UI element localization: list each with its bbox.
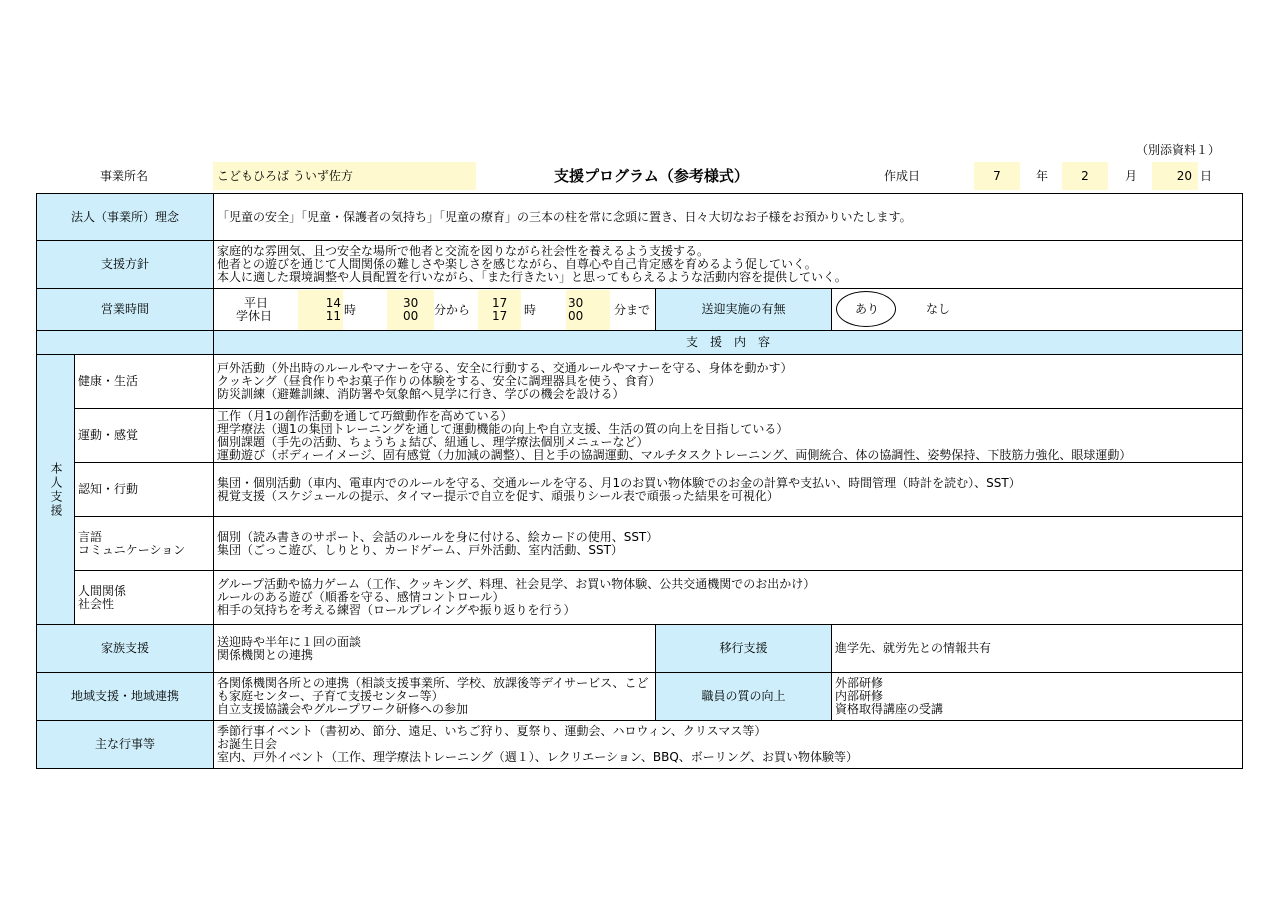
- end-min-holiday: 00: [568, 308, 584, 323]
- self-support-row-health: [37, 355, 1243, 409]
- content-line: 自立支援協議会やグループワーク研修への参加: [217, 702, 469, 716]
- community-label: 地域支援・地域連携: [37, 673, 214, 721]
- transition-support-label: 移行支援: [656, 625, 832, 673]
- content-line: 防災訓練（避難訓練、消防署や気象館へ見学に行き、学びの機会を設ける）: [217, 387, 625, 401]
- self-support-row-cognition: [37, 463, 1243, 517]
- office-label: 事業所名: [100, 169, 149, 183]
- start-hour-weekday: 14: [325, 295, 342, 310]
- year-unit: 年: [1036, 169, 1049, 183]
- content-line: 工作（月1の創作活動を通して巧緻動作を高めている）: [217, 408, 513, 423]
- policy-line: 家庭的な雰囲気、且つ安全な場所で他者と交流を図りながら社会性を養えるよう支援する。: [217, 244, 710, 258]
- self-support-label: [37, 355, 75, 625]
- transport-yes-option[interactable]: あり: [855, 301, 880, 316]
- created-month-field[interactable]: 2: [1062, 162, 1108, 190]
- label-line: 言語: [78, 529, 103, 544]
- created-date-label: 作成日: [884, 169, 921, 183]
- policy-text: [214, 241, 1243, 289]
- content-line: 外部研修: [835, 676, 884, 690]
- hours-row: [37, 289, 1243, 331]
- philosophy-text: 「児童の安全」「児童・保護者の気持ち」「児童の療育」の三本の柱を常に念頭に置き、日々大切なお子様をお預かりいたします。: [214, 194, 1243, 241]
- content-line: 運動遊び（ボディーイメージ、固有感覚（力加減の調整）、目と手の協調運動、マルチタスクトレーニング、両側統合、体の協調性、姿勢保持、下肢筋力強化、眼球運動）: [217, 447, 1132, 462]
- label-line: 社会性: [78, 596, 115, 611]
- day-unit: 日: [1200, 169, 1213, 183]
- support-header-row: [37, 331, 1243, 355]
- holiday-label: 学休日: [236, 308, 273, 323]
- annex-label: （別添資料１）: [1136, 143, 1221, 157]
- cognition-behavior-label: 認知・行動: [75, 463, 214, 517]
- content-line: 視覚支援（スケジュールの提示、タイマー提示で自立を促す、頑張りシール表で頑張った結果を可視化）: [217, 488, 779, 503]
- end-hour-holiday: 17: [492, 308, 508, 323]
- label-line: コミュニケーション: [78, 542, 186, 557]
- content-line: 各関係機関各所との連携（相談支援事業所、学校、放課後等デイサービス、こども家庭センター、子育て支援センター等）: [217, 676, 649, 703]
- motor-sensory-text: [214, 409, 1243, 463]
- policy-row: [37, 241, 1243, 289]
- self-support-row-language: [37, 517, 1243, 571]
- philosophy-label: 法人（事業所）理念: [37, 194, 214, 241]
- weekday-label: 平日: [244, 295, 269, 310]
- created-day-field[interactable]: 20: [1152, 162, 1198, 190]
- end-min-weekday: 30: [568, 295, 584, 310]
- content-line: 内部研修: [835, 689, 884, 703]
- content-line: クッキング（昼食作りやお菓子作りの体験をする、安全に調理器具を使う、食育）: [217, 374, 661, 388]
- support-header: 支 援 内 容: [214, 331, 1243, 355]
- hours-label: 営業時間: [37, 289, 214, 331]
- content-line: 室内、戸外イベント（工作、理学療法トレーニング（週１）、レクリエーション、BBQ、ボーリング、お買い物体験等）: [217, 750, 859, 764]
- content-line: 集団・個別活動（車内、電車内でのルールを守る、交通ルールを守る、月1のお買い物体験でのお金の計算や支払い、時間管理（時計を読む）、SST）: [217, 475, 1021, 490]
- content-line: ルールのある遊び（順番を守る、感情コントロール）: [217, 590, 505, 604]
- content-line: お誕生日会: [217, 737, 278, 751]
- content-line: 集団（ごっこ遊び、しりとり、カードゲーム、戸外活動、室内活動、SST）: [217, 542, 623, 557]
- office-name-field[interactable]: こどもひろば ういず佐方: [213, 162, 476, 190]
- community-row: [37, 673, 1243, 721]
- document-title: 支援プログラム（参考様式）: [554, 167, 749, 185]
- from-label: 分から: [434, 302, 471, 317]
- content-line: グループ活動や協力ゲーム（工作、クッキング、料理、社会見学、お買い物体験、公共交通機関でのお出かけ）: [217, 577, 816, 591]
- content-line: 理学療法（週1の集団トレーニングを通して運動機能の向上や自立支援、生活の質の向上を目指している）: [217, 421, 789, 436]
- motor-sensory-label: 運動・感覚: [75, 409, 214, 463]
- end-hour-weekday: 17: [492, 295, 508, 310]
- relationships-social-text: [214, 571, 1243, 625]
- events-text: [214, 721, 1243, 769]
- content-line: 相手の気持ちを考える練習（ロールプレイングや振り返りを行う）: [217, 603, 576, 617]
- policy-label: 支援方針: [37, 241, 214, 289]
- policy-line: 本人に適した環境調整や人員配置を行いながら、「また行きたい」と思ってもらえるような活動内容を提供していく。: [217, 270, 847, 284]
- transition-support-text: 進学先、就労先との情報共有: [832, 625, 1243, 673]
- end-minute-field[interactable]: [566, 290, 610, 330]
- events-label: 主な行事等: [37, 721, 214, 769]
- hours-cell: [214, 289, 656, 331]
- start-hour-holiday: 11: [325, 308, 342, 323]
- family-support-row: [37, 625, 1243, 673]
- content-line: 季節行事イベント（書初め、節分、遠足、いちご狩り、夏祭り、運動会、ハロウィン、クリスマス等）: [217, 724, 767, 738]
- created-year-field[interactable]: 7: [974, 162, 1020, 190]
- content-line: 資格取得講座の受講: [835, 702, 944, 716]
- philosophy-row: [37, 194, 1243, 241]
- health-life-text: [214, 355, 1243, 409]
- self-support-row-motor: [37, 409, 1243, 463]
- hour-unit: 時: [344, 302, 357, 317]
- start-hour-field[interactable]: [298, 290, 343, 330]
- start-minute-field[interactable]: [387, 290, 434, 330]
- start-min-weekday: 30: [403, 295, 419, 310]
- transport-no-option[interactable]: なし: [926, 301, 951, 316]
- language-communication-label: [75, 517, 214, 571]
- self-support-label-text: 本人支援: [49, 461, 63, 518]
- cognition-behavior-text: [214, 463, 1243, 517]
- content-line: 個別課題（手先の活動、ちょうちょ結び、紐通し、理学療法個別メニューなど）: [217, 434, 649, 449]
- language-communication-text: [214, 517, 1243, 571]
- events-row: [37, 721, 1243, 769]
- end-hour-field[interactable]: [478, 290, 521, 330]
- family-support-label: 家族支援: [37, 625, 214, 673]
- start-min-holiday: 00: [403, 308, 419, 323]
- content-line: 関係機関との連携: [217, 647, 314, 662]
- staff-quality-text: [832, 673, 1243, 721]
- month-unit: 月: [1125, 169, 1138, 183]
- community-text: [214, 673, 656, 721]
- transport-label: 送迎実施の有無: [656, 289, 832, 331]
- relationships-social-label: [75, 571, 214, 625]
- self-support-row-social: [37, 571, 1243, 625]
- transport-options: [832, 289, 1243, 331]
- content-line: 戸外活動（外出時のルールやマナーを守る、安全に行動する、交通ルールやマナーを守る、身体を動かす）: [217, 361, 793, 375]
- health-life-label: 健康・生活: [75, 355, 214, 409]
- label-line: 人間関係: [78, 583, 127, 598]
- until-label: 分まで: [614, 302, 651, 317]
- policy-line: 他者との遊びを通じて人間関係の難しさや楽しさを感じながら、自尊心や自己肯定感を育めるよう促していく。: [217, 257, 817, 271]
- family-support-text: [214, 625, 656, 673]
- support-header-spacer: [37, 331, 214, 355]
- support-program-table: [36, 193, 1243, 769]
- content-line: 送迎時や半年に１回の面談: [217, 634, 362, 649]
- hour-unit: 時: [524, 302, 537, 317]
- content-line: 個別（読み書きのサポート、会話のルールを身に付ける、絵カードの使用、SST）: [217, 529, 659, 544]
- staff-quality-label: 職員の質の向上: [656, 673, 832, 721]
